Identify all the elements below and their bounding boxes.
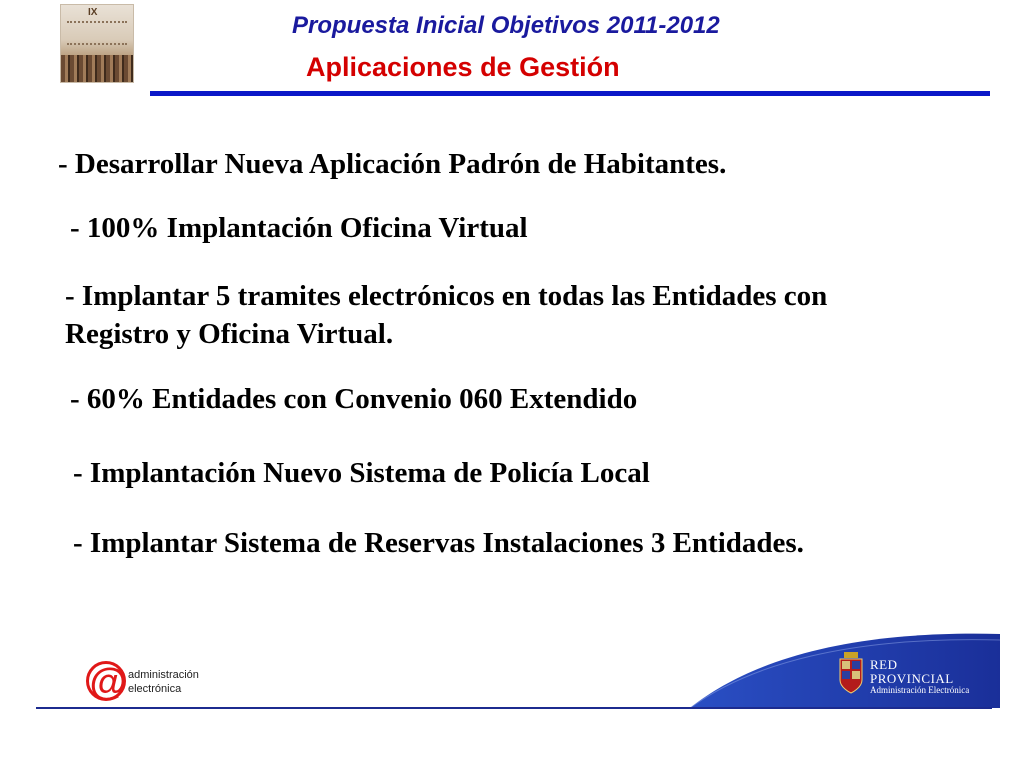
objective-item-1 xyxy=(58,145,726,183)
red-provincial-logo-line2: PROVINCIAL xyxy=(870,671,954,686)
at-sign-icon: @ xyxy=(86,661,126,701)
objective-item-6 xyxy=(73,524,804,562)
footer-divider xyxy=(36,707,992,709)
thumbnail-text-band xyxy=(67,21,127,45)
objective-item-text: - Implantar Sistema de Reservas Instalaciones 3 Entidades. xyxy=(73,527,804,559)
page-title: Propuesta Inicial Objetivos 2011-2012 xyxy=(292,12,720,39)
thumbnail-audience-photo xyxy=(61,55,133,82)
objective-item-text: - Implantar 5 tramites electrónicos en todas las Entidades con xyxy=(65,280,828,312)
objective-item-4 xyxy=(70,380,637,418)
thumbnail-roman-numeral: IX xyxy=(88,7,98,18)
objective-item-text: - 60% Entidades con Convenio 060 Extendido xyxy=(70,383,638,415)
administracion-electronica-logo xyxy=(86,661,246,707)
objective-item-text: - Desarrollar Nueva Aplicación Padrón de Habitantes. xyxy=(58,148,727,180)
logo-text-line1: administración xyxy=(128,669,199,681)
objective-item-3 xyxy=(65,277,827,353)
red-provincial-logo-line3: Administración Electrónica xyxy=(870,685,970,695)
header-divider xyxy=(150,91,990,96)
page-subtitle: Aplicaciones de Gestión xyxy=(306,52,620,82)
objective-item-2 xyxy=(70,209,528,247)
objective-item-text: - 100% Implantación Oficina Virtual xyxy=(70,212,528,244)
objective-item-text-continued: Registro y Oficina Virtual. xyxy=(65,318,394,350)
logo-text-line2: electrónica xyxy=(128,683,182,695)
objective-item-5 xyxy=(73,454,650,492)
red-provincial-logo-line1: RED xyxy=(870,657,898,672)
conference-thumbnail-image xyxy=(60,4,134,83)
provincial-crest-icon xyxy=(838,652,864,694)
objective-item-text: - Implantación Nuevo Sistema de Policía Local xyxy=(73,457,650,489)
